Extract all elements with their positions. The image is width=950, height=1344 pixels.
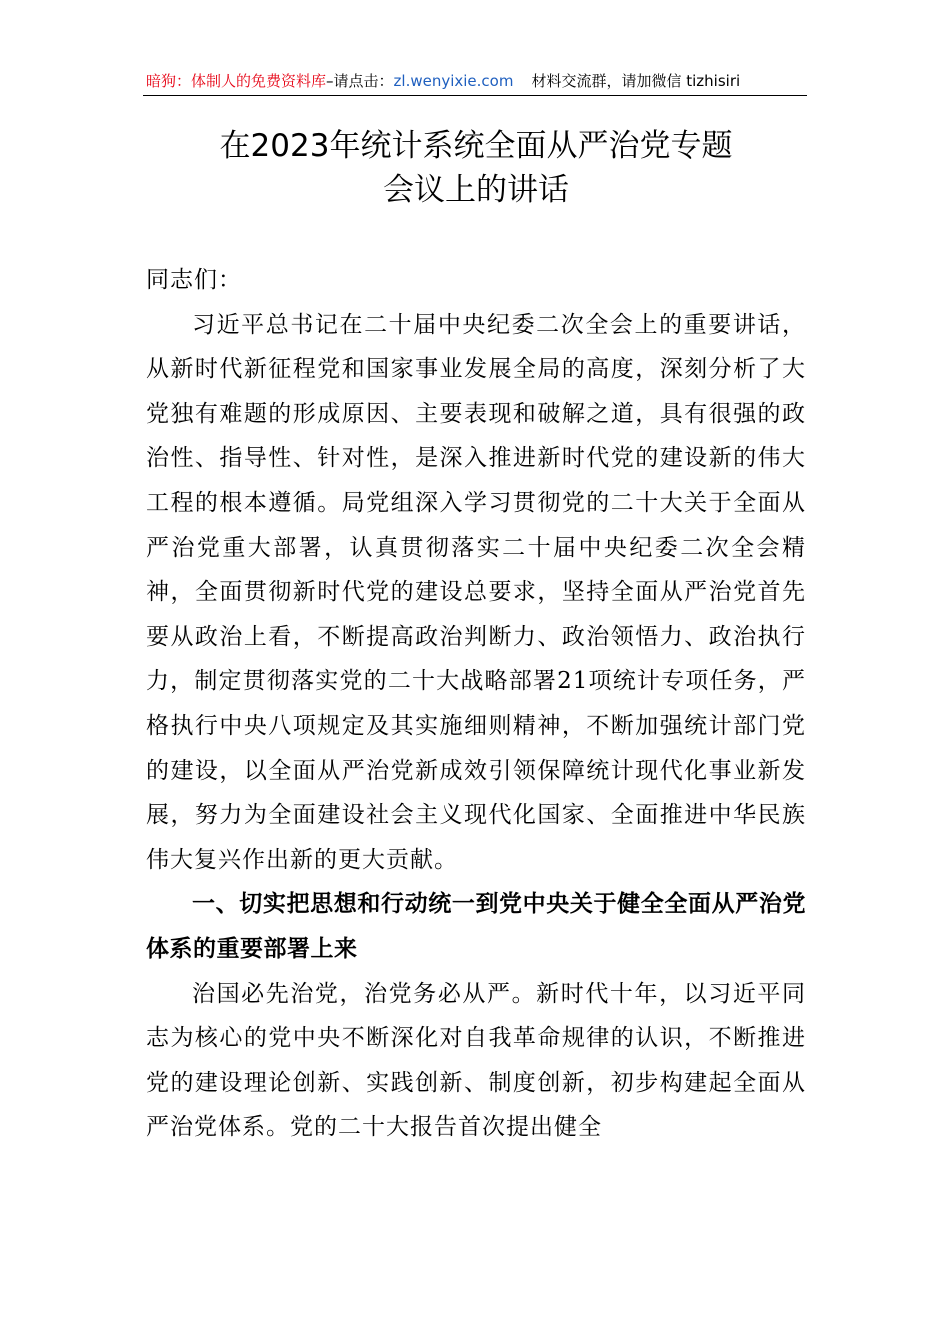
- header-url-link[interactable]: zl.wenyixie.com: [393, 72, 514, 90]
- document-header: [146, 68, 806, 94]
- document-title: [146, 124, 806, 212]
- paragraph-1: 习近平总书记在二十届中央纪委二次全会上的重要讲话，从新时代新征程党和国家事业发展全局的高度，深刻分析了大党独有难题的形成原因、主要表现和破解之道，具有很强的政治性、指导性、针对性，是深入推进新时代党的建设新的伟大工程的根本遵循。局党组深入学习贯彻党的二十大关于全面从严治党重大部署，认真贯彻落实二十届中央纪委二次全会精神，全面贯彻新时代党的建设总要求，坚持全面从严治党首先要从政治上看，不断提高政治判断力、政治领悟力、政治执行力，制定贯彻落实党的二十大战略部署21项统计专项任务，严格执行中央八项规定及其实施细则精神，不断加强统计部门党的建设，以全面从严治党新成效引领保障统计现代化事业新发展，努力为全面建设社会主义现代化国家、全面推进中华民族伟大复兴作出新的更大贡献。: [146, 311, 806, 873]
- header-contact: 材料交流群，请加微信 tizhisiri: [531, 72, 741, 90]
- header-brand: 暗狗：体制人的免费资料库: [146, 72, 327, 90]
- header-divider: [143, 95, 807, 96]
- salutation: 同志们：: [146, 267, 242, 293]
- document-body: [146, 258, 806, 1150]
- title-line-2: 会议上的讲话: [383, 172, 569, 208]
- title-line-1: 在2023年统计系统全面从严治党专题: [219, 128, 733, 164]
- header-click-prompt: –请点击：: [326, 72, 394, 90]
- paragraph-2: 治国必先治党，治党务必从严。新时代十年，以习近平同志为核心的党中央不断深化对自我革命规律的认识，不断推进党的建设理论创新、实践创新、制度创新，初步构建起全面从严治党体系。党的二十大报告首次提出健全: [146, 980, 806, 1141]
- section-1-heading: 一、切实把思想和行动统一到党中央关于健全全面从严治党体系的重要部署上来: [146, 891, 806, 962]
